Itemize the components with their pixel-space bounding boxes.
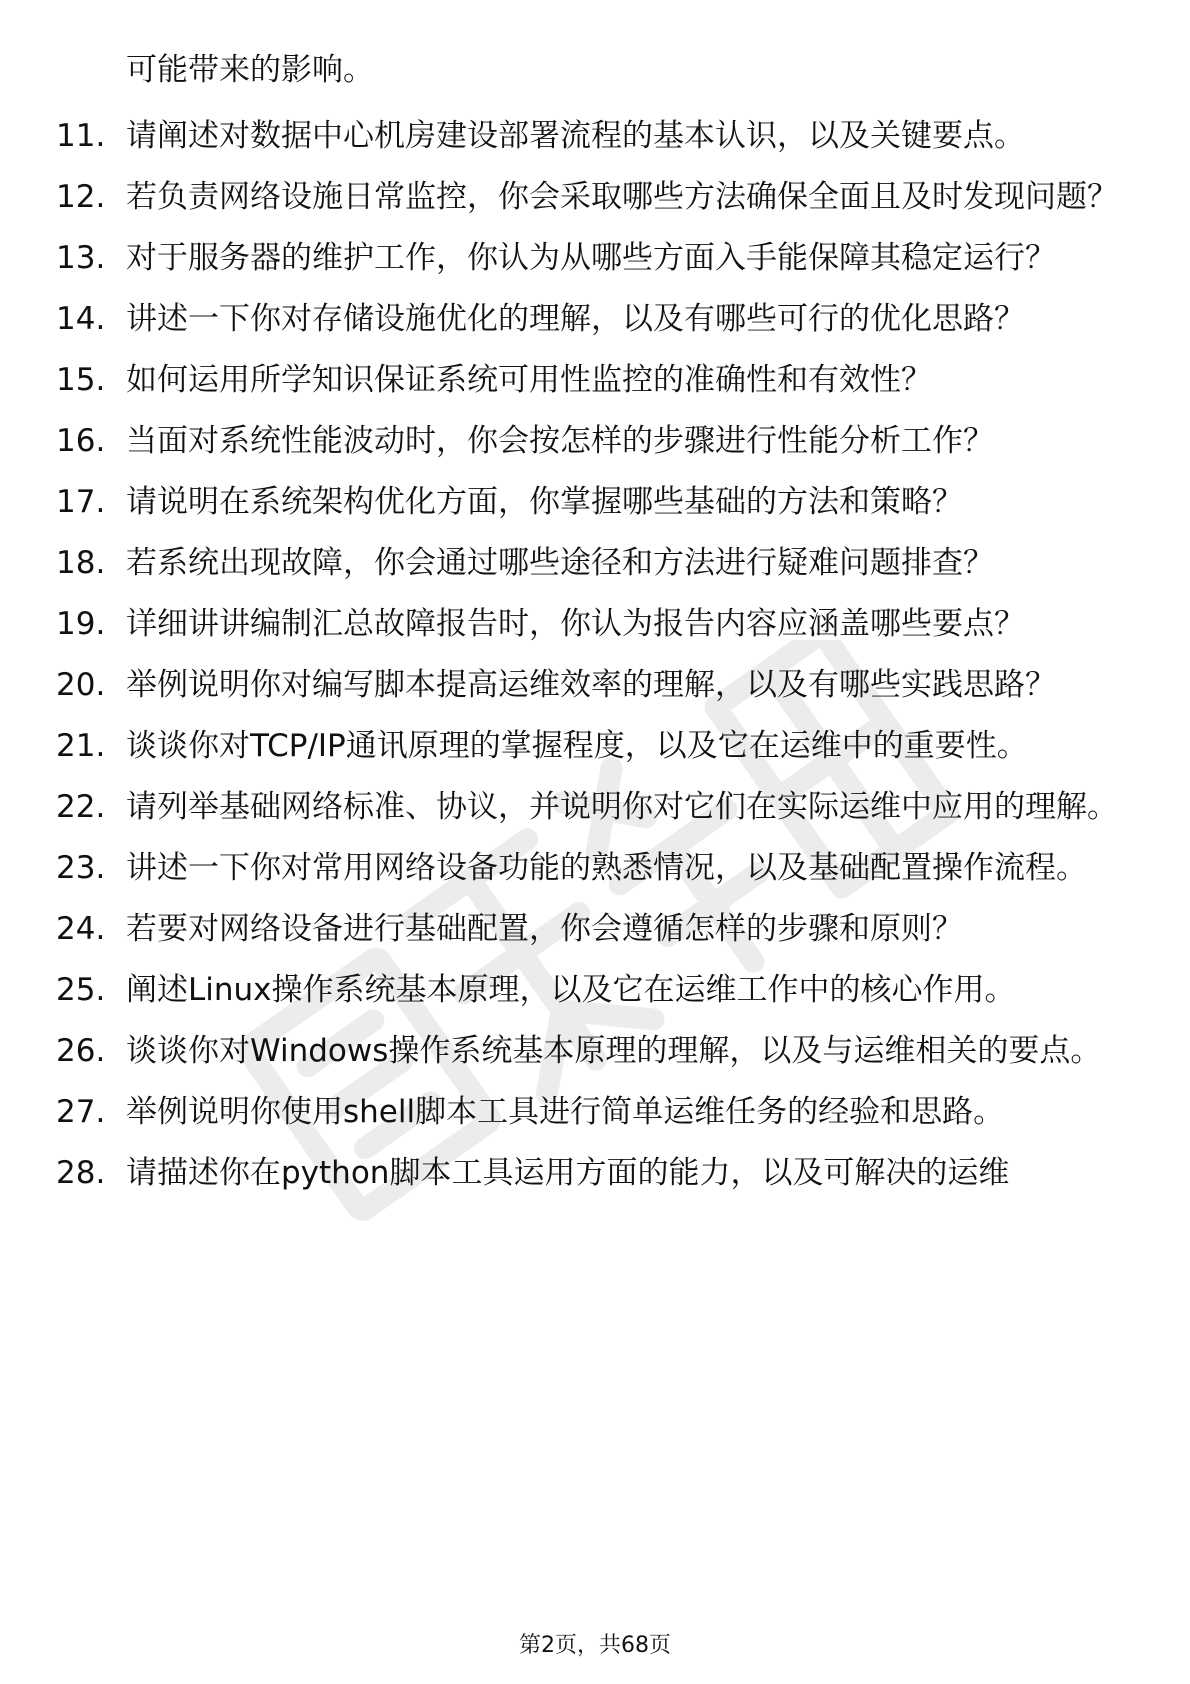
question-item [56, 663, 1126, 707]
question-item [56, 1151, 1126, 1195]
question-text: 若负责网络设施日常监控，你会采取哪些方法确保全面且及时发现问题？ [126, 179, 1118, 215]
page-number-footer: 第2页，共68页 [519, 1633, 671, 1658]
question-list [56, 48, 1126, 1212]
question-text: 请说明在系统架构优化方面，你掌握哪些基础的方法和策略？ [126, 484, 963, 520]
question-number: 16. [56, 423, 106, 459]
question-number: 20. [56, 667, 106, 703]
question-item [56, 1090, 1126, 1134]
question-number: 13. [56, 240, 106, 276]
question-number: 23. [56, 850, 106, 886]
question-text: 阐述Linux操作系统基本原理，以及它在运维工作中的核心作用。 [126, 972, 1016, 1008]
question-number: 11. [56, 118, 106, 154]
question-number: 17. [56, 484, 106, 520]
question-text: 举例说明你对编写脚本提高运维效率的理解，以及有哪些实践思路？ [126, 667, 1056, 703]
question-text: 讲述一下你对存储设施优化的理解，以及有哪些可行的优化思路？ [126, 301, 1025, 337]
question-number: 22. [56, 789, 106, 825]
question-number: 14. [56, 301, 106, 337]
question-text: 当面对系统性能波动时，你会按怎样的步骤进行性能分析工作？ [126, 423, 994, 459]
question-number: 27. [56, 1094, 106, 1130]
question-item [56, 846, 1126, 890]
question-item [56, 114, 1126, 158]
question-number: 15. [56, 362, 106, 398]
question-item [56, 419, 1126, 463]
question-number: 12. [56, 179, 106, 215]
question-item [56, 724, 1126, 768]
question-text: 请阐述对数据中心机房建设部署流程的基本认识，以及关键要点。 [126, 118, 1025, 154]
question-item [56, 541, 1126, 585]
question-item [56, 358, 1126, 402]
question-number: 21. [56, 728, 106, 764]
question-number: 24. [56, 911, 106, 947]
question-number: 26. [56, 1033, 106, 1069]
question-text: 请描述你在python脚本工具运用方面的能力，以及可解决的运维 [126, 1155, 1010, 1191]
question-item [56, 907, 1126, 951]
previous-question-continuation: 可能带来的影响。 [126, 52, 374, 88]
question-number: 18. [56, 545, 106, 581]
question-item [56, 968, 1126, 1012]
question-text: 若系统出现故障，你会通过哪些途径和方法进行疑难问题排查？ [126, 545, 994, 581]
question-text: 举例说明你使用shell脚本工具进行简单运维任务的经验和思路。 [126, 1094, 1005, 1130]
question-text: 对于服务器的维护工作，你认为从哪些方面入手能保障其稳定运行？ [126, 240, 1056, 276]
question-text: 请列举基础网络标准、协议，并说明你对它们在实际运维中应用的理解。 [126, 789, 1118, 825]
question-item [56, 602, 1126, 646]
question-text: 谈谈你对TCP/IP通讯原理的掌握程度，以及它在运维中的重要性。 [126, 728, 1028, 764]
question-item [56, 1029, 1126, 1073]
question-item [56, 297, 1126, 341]
question-number: 19. [56, 606, 106, 642]
question-text: 详细讲讲编制汇总故障报告时，你认为报告内容应涵盖哪些要点？ [126, 606, 1025, 642]
question-item [56, 236, 1126, 280]
question-item [56, 480, 1126, 524]
question-number: 25. [56, 972, 106, 1008]
question-text: 讲述一下你对常用网络设备功能的熟悉情况，以及基础配置操作流程。 [126, 850, 1087, 886]
question-item [56, 175, 1126, 219]
question-text: 若要对网络设备进行基础配置，你会遵循怎样的步骤和原则？ [126, 911, 963, 947]
question-item [56, 785, 1126, 829]
question-text: 谈谈你对Windows操作系统基本原理的理解，以及与运维相关的要点。 [126, 1033, 1102, 1069]
question-number: 28. [56, 1155, 106, 1191]
question-text: 如何运用所学知识保证系统可用性监控的准确性和有效性？ [126, 362, 932, 398]
